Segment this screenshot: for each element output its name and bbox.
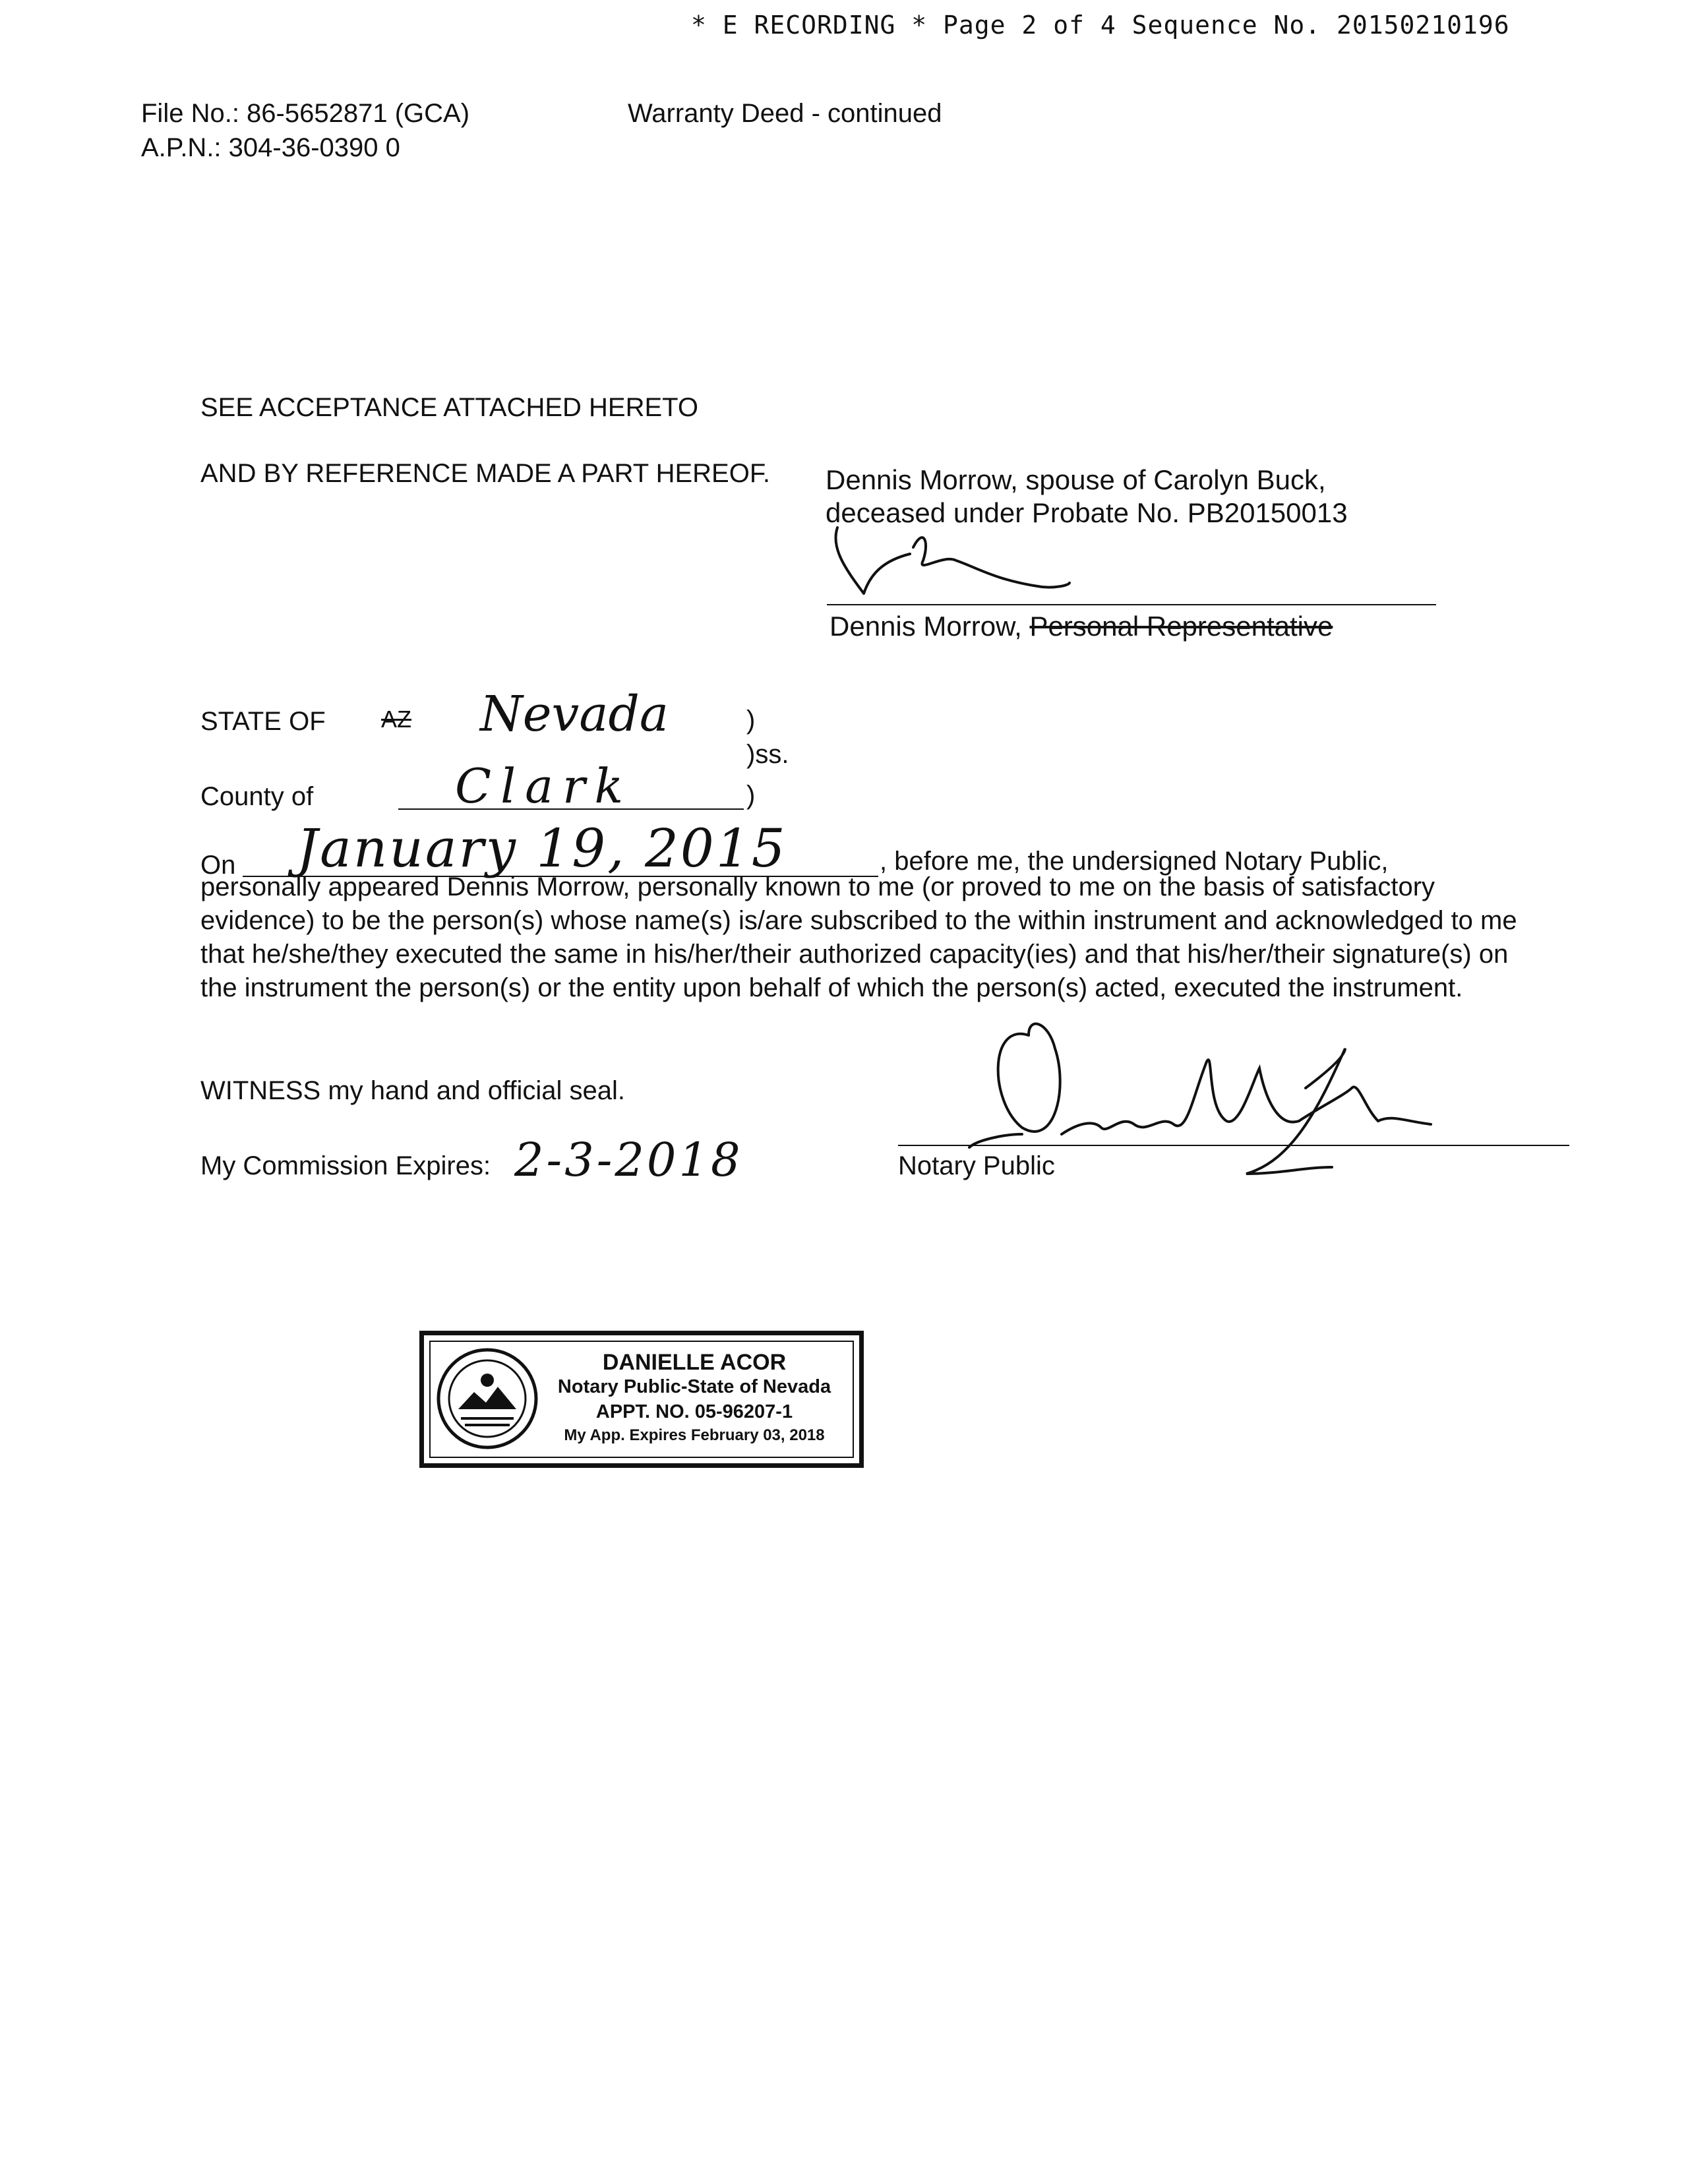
stamp-expires: My App. Expires February 03, 2018 [564, 1426, 825, 1444]
nevada-seal-icon [435, 1346, 540, 1451]
signer-name: Dennis Morrow, [829, 611, 1022, 642]
stamp-name: DANIELLE ACOR [602, 1350, 787, 1375]
on-label: On [200, 851, 236, 880]
recording-header: * E RECORDING * Page 2 of 4 Sequence No. 20150210196 [691, 11, 1510, 40]
file-number: File No.: 86-5652871 (GCA) [141, 99, 470, 128]
paren-2: ) [746, 781, 756, 810]
notary-public-label: Notary Public [898, 1151, 1055, 1180]
grantor-line-2: deceased under Probate No. PB20150013 [826, 497, 1348, 528]
grantor-signature [824, 501, 1167, 607]
paren-1: ) [746, 706, 756, 735]
notary-signature-line [898, 1145, 1569, 1146]
document-title: Warranty Deed - continued [628, 99, 942, 128]
notary-stamp [419, 1331, 864, 1468]
acceptance-line-1: SEE ACCEPTANCE ATTACHED HERETO [200, 393, 698, 422]
commission-label: My Commission Expires: [200, 1151, 491, 1180]
ss-label: )ss. [746, 740, 789, 769]
grantor-signature-line [827, 604, 1436, 605]
grantor-signer [829, 611, 1333, 642]
commission-value: 2-3-2018 [514, 1133, 743, 1187]
county-value: Clark [455, 758, 633, 814]
witness-text: WITNESS my hand and official seal. [200, 1076, 625, 1105]
county-underline [398, 808, 744, 810]
stamp-title: Notary Public-State of Nevada [557, 1376, 831, 1397]
stamp-appt: APPT. NO. 05-96207-1 [595, 1401, 793, 1422]
acceptance-line-2: AND BY REFERENCE MADE A PART HEREOF. [200, 459, 770, 488]
notary-body: personally appeared Dennis Morrow, personally known to me (or proved to me on the basis of satisfactory evidence) to be the person(s) whose name(s) is/are subscribed to the within instrument and acknowledged to me that he/she/they executed the same in his/her/their authorized capacity(ies) and that his/her/their signature(s) on the instrument the person(s) or the entity upon behalf of which the person(s) acted, executed the instrument. [200, 872, 1517, 1002]
state-label: STATE OF [200, 707, 326, 736]
apn-number: A.P.N.: 304-36-0390 0 [141, 133, 400, 162]
state-struck: AZ [381, 706, 412, 733]
state-value: Nevada [480, 686, 669, 743]
date-value: January 19, 2015 [297, 818, 787, 879]
signer-title-struck: Personal Representative [1029, 611, 1333, 642]
before-me-text: , before me, the undersigned Notary Public, [880, 847, 1389, 876]
county-label: County of [200, 782, 314, 811]
grantor-line-1: Dennis Morrow, spouse of Carolyn Buck, [826, 464, 1326, 495]
